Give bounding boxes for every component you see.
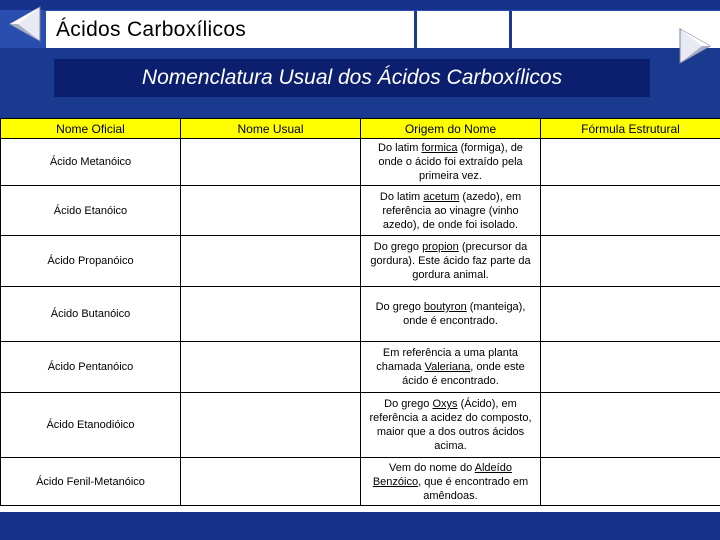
table-row (1, 186, 720, 236)
origin-text: Do grego (373, 241, 423, 253)
name-origin-cell (361, 236, 541, 287)
usual-name-cell (181, 342, 361, 393)
table-header-row (1, 119, 720, 139)
structural-formula-cell (541, 393, 720, 458)
table-row (1, 236, 720, 287)
origin-text: , onde este ácido é encontrado. (402, 361, 525, 387)
name-origin-cell (361, 186, 541, 236)
right-arrow-icon[interactable] (676, 26, 716, 66)
origin-text: (formiga), de onde o ácido foi extraído pela primeira vez. (378, 142, 523, 182)
origin-text: Do grego (375, 301, 424, 313)
structural-formula-cell (541, 287, 720, 342)
table-row (1, 139, 720, 186)
nomenclature-table (0, 118, 720, 506)
table-row (1, 287, 720, 342)
name-origin-cell (361, 342, 541, 393)
usual-name-cell (181, 393, 361, 458)
table-row (1, 458, 720, 506)
structural-formula-cell (541, 458, 720, 506)
bottom-band (0, 512, 720, 540)
usual-name-cell (181, 458, 361, 506)
origin-text: (precursor da gordura). Este ácido faz parte da gordura animal. (370, 241, 531, 281)
usual-name-cell (181, 236, 361, 287)
header-official-name: Nome Oficial (1, 119, 181, 139)
origin-term: propion (422, 241, 459, 253)
origin-text: (azedo), em referência ao vinagre (vinho azedo), de onde foi isolado. (382, 190, 522, 231)
official-name-cell: Ácido Butanóico (1, 287, 181, 342)
name-origin-cell (361, 393, 541, 458)
usual-name-cell (181, 139, 361, 186)
origin-term: formica (421, 142, 458, 154)
name-origin-cell (361, 139, 541, 186)
page-title: Ácidos Carboxílicos (56, 18, 247, 41)
name-origin-cell (361, 458, 541, 506)
origin-text: (manteiga), onde é encontrado. (403, 301, 526, 327)
origin-term: Valeriana (424, 361, 471, 373)
title-divider (414, 11, 417, 48)
origin-text: Do grego (384, 398, 433, 410)
origin-text: Em referência a uma planta chamada (376, 347, 519, 373)
table-row (1, 342, 720, 393)
official-name-cell: Ácido Propanóico (1, 236, 181, 287)
origin-text: Vem do nome do (389, 461, 475, 474)
title-divider (509, 11, 512, 48)
structural-formula-cell (541, 186, 720, 236)
table-row (1, 393, 720, 458)
left-arrow-icon[interactable] (4, 4, 44, 44)
origin-term: Oxys (432, 398, 458, 410)
structural-formula-cell (541, 139, 720, 186)
origin-text: Do latim (378, 142, 422, 154)
header-usual-name: Nome Usual (181, 119, 361, 139)
name-origin-cell (361, 287, 541, 342)
structural-formula-cell (541, 342, 720, 393)
header-structural-formula: Fórmula Estrutural (541, 119, 720, 139)
origin-text: , que é encontrado em amêndoas. (418, 475, 529, 502)
header-name-origin: Origem do Nome (361, 119, 541, 139)
official-name-cell: Ácido Metanóico (1, 139, 181, 186)
structural-formula-cell (541, 236, 720, 287)
origin-term: boutyron (423, 301, 467, 313)
slide-subtitle: Nomenclatura Usual dos Ácidos Carboxílicos (141, 66, 563, 89)
nomenclature-table-container (0, 118, 720, 512)
official-name-cell: Ácido Etanóico (1, 186, 181, 236)
origin-text: (Ácido), em referência a acidez do composto, maior que a dos outros ácidos acima. (369, 398, 532, 452)
usual-name-cell (181, 186, 361, 236)
top-stripe (0, 0, 720, 10)
usual-name-cell (181, 287, 361, 342)
origin-term: acetum (423, 190, 460, 203)
official-name-cell: Ácido Etanodióico (1, 393, 181, 458)
official-name-cell: Ácido Fenil-Metanóico (1, 458, 181, 506)
official-name-cell: Ácido Pentanóico (1, 342, 181, 393)
origin-text: Do latim (379, 190, 424, 203)
origin-term: Aldeído Benzóico (372, 461, 512, 488)
